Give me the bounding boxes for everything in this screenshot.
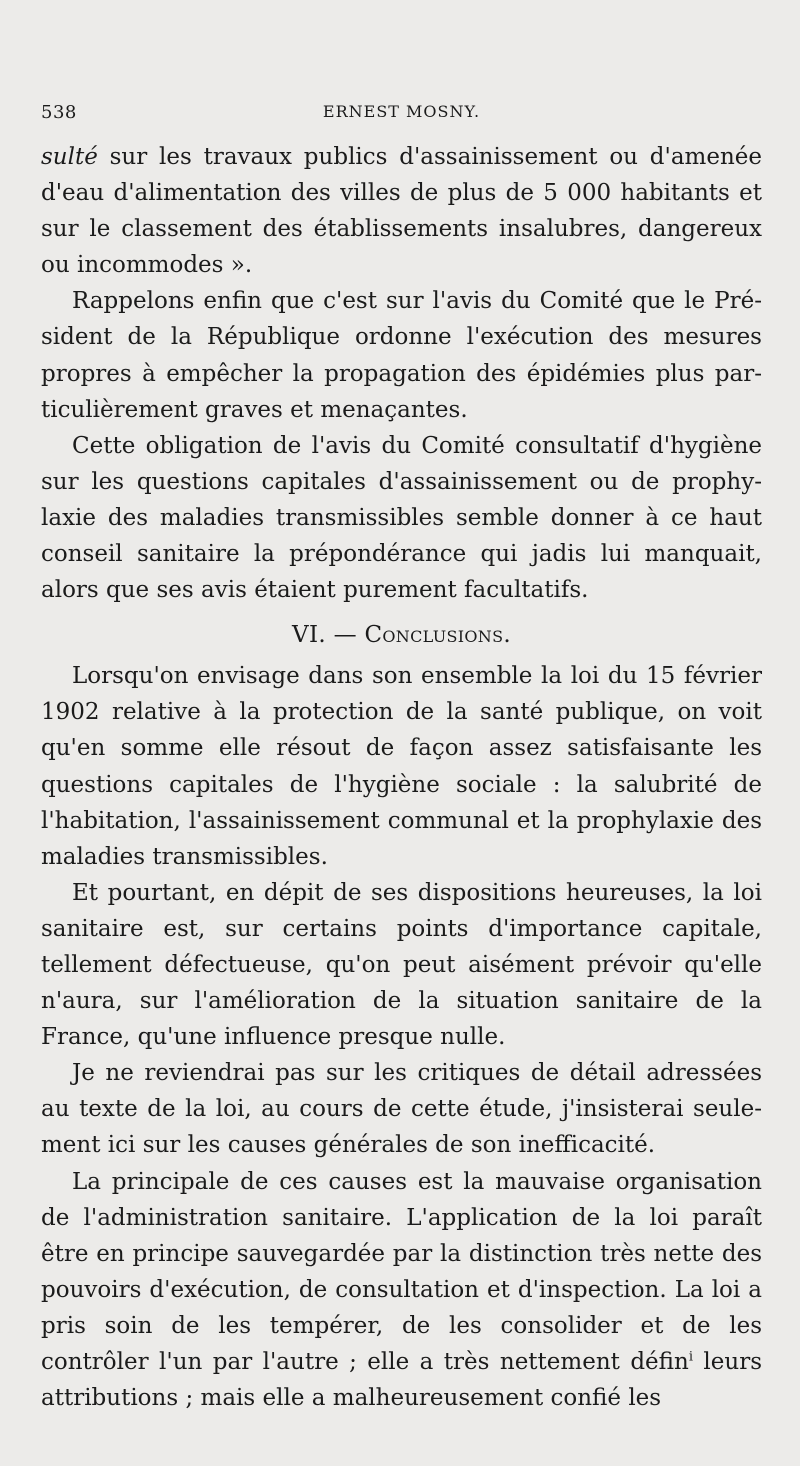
page-number: 538 — [41, 102, 77, 123]
superscript-mark: i — [688, 1349, 693, 1365]
italic-lead-word: sulté — [41, 144, 98, 170]
paragraph-text-tail: leurs attributions ; mais elle a malheureusement confié les — [41, 1349, 762, 1412]
page-content — [41, 139, 762, 1416]
running-title: ERNEST MOSNY. — [322, 102, 481, 121]
paragraph-text: Et pourtant, en dépit de ses dispositions heureuses, la loi sanitaire est, sur certains points d'importance capitale, tellement défectueuse, qu'on peut aisément prévoir qu'elle n'aura, sur l'amélioration de la situation sanitaire de la France, qu'une influence presque nulle. — [41, 879, 762, 1051]
section-title: Conclusions. — [364, 622, 511, 649]
paragraph-text: La principale de ces causes est la mauvaise organisation de l'administration sanitaire. L'application de la loi paraît être en principe sauvegardée par la distinction très nette des pouvoirs d'exécution, de consultation et d'inspection. La loi a pris soin de les tempérer, de les consolider et de les contrôler l'un par l'autre ; elle a très nettement défin — [41, 1168, 762, 1375]
paragraph-text: Lorsqu'on envisage dans son ensemble la loi du 15 février 1902 relative à la protection de la santé publique, on voit qu'en somme elle résout de façon assez satisfaisante les questions capitales de l'hygiène sociale : la salubrité de l'habitation, l'assainissement communal et la prophylaxie des maladies transmissibles. — [41, 663, 762, 870]
section-number: VI. — — [292, 622, 365, 649]
paragraph-text: Cette obligation de l'avis du Comité consultatif d'hygiène sur les questions capitales d'assainissement ou de prophylaxie des maladies transmissibles semble donner à ce haut conseil sanitaire la prépondérance qui jadis lui manquait, alors que ses avis étaient purement facultatifs. — [41, 432, 762, 604]
paragraph-text: sur les travaux publics d'assainissement ou d'amenée d'eau d'alimentation des villes de plus de 5 000 habitants et sur le classement des établissements insalubres, dangereux ou incommodes ». — [41, 144, 762, 279]
paragraph — [41, 875, 762, 1055]
page-header — [41, 102, 762, 124]
paragraph — [41, 428, 762, 608]
section-heading — [41, 613, 762, 657]
paragraph — [41, 283, 762, 427]
paragraph — [41, 1164, 762, 1417]
paragraph-continuation — [41, 139, 762, 283]
paragraph-text: Rappelons enfin que c'est sur l'avis du Comité que le Président de la République ordonne l'exécution des mesures propres à empêcher la propagation des épidémies plus particulièrement graves et menaçantes. — [41, 288, 762, 423]
paragraph — [41, 1055, 762, 1163]
paragraph — [41, 658, 762, 875]
paragraph-text: Je ne reviendrai pas sur les critiques de détail adressées au texte de la loi, au cours de cette étude, j'insisterai seulement ici sur les causes générales de son inefficacité. — [41, 1060, 762, 1159]
